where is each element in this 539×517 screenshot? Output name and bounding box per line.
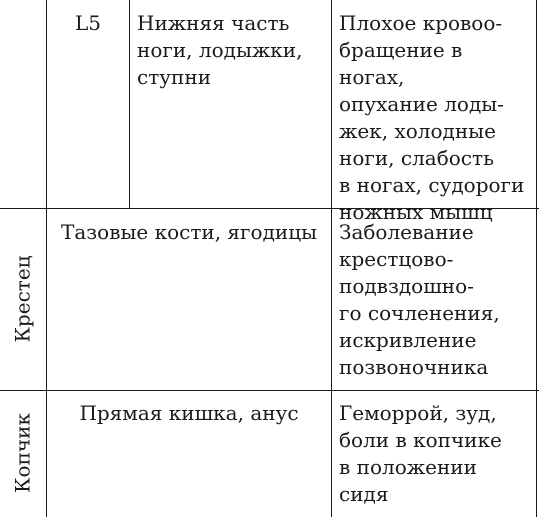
row1-vertebra: L5 <box>74 11 101 35</box>
row1-area: Нижняя часть ноги, лодыжки, ступни <box>137 11 303 89</box>
row1-symptoms: Плохое кровоо- бращение в ногах, опухание лоды- жек, холодные ноги, слабость в ногах, судороги ножных мышц <box>339 11 525 224</box>
row3-section: Копчик <box>10 413 35 493</box>
col-border-left <box>46 0 47 517</box>
row3-symptoms: Геморрой, зуд, боли в копчике в положении сидя <box>339 401 502 506</box>
row-border-2 <box>0 390 539 391</box>
col-border-right <box>536 0 537 517</box>
row2-symptoms: Заболевание крестцово- подвздошно- го сочленения, искривление позвоночника <box>339 220 500 379</box>
row2-section: Крестец <box>10 255 35 343</box>
row3-area: Прямая кишка, анус <box>79 401 299 425</box>
col-border-area <box>331 0 332 517</box>
col-border-vertebra <box>129 0 130 208</box>
row2-area: Тазовые кости, ягодицы <box>61 220 317 244</box>
